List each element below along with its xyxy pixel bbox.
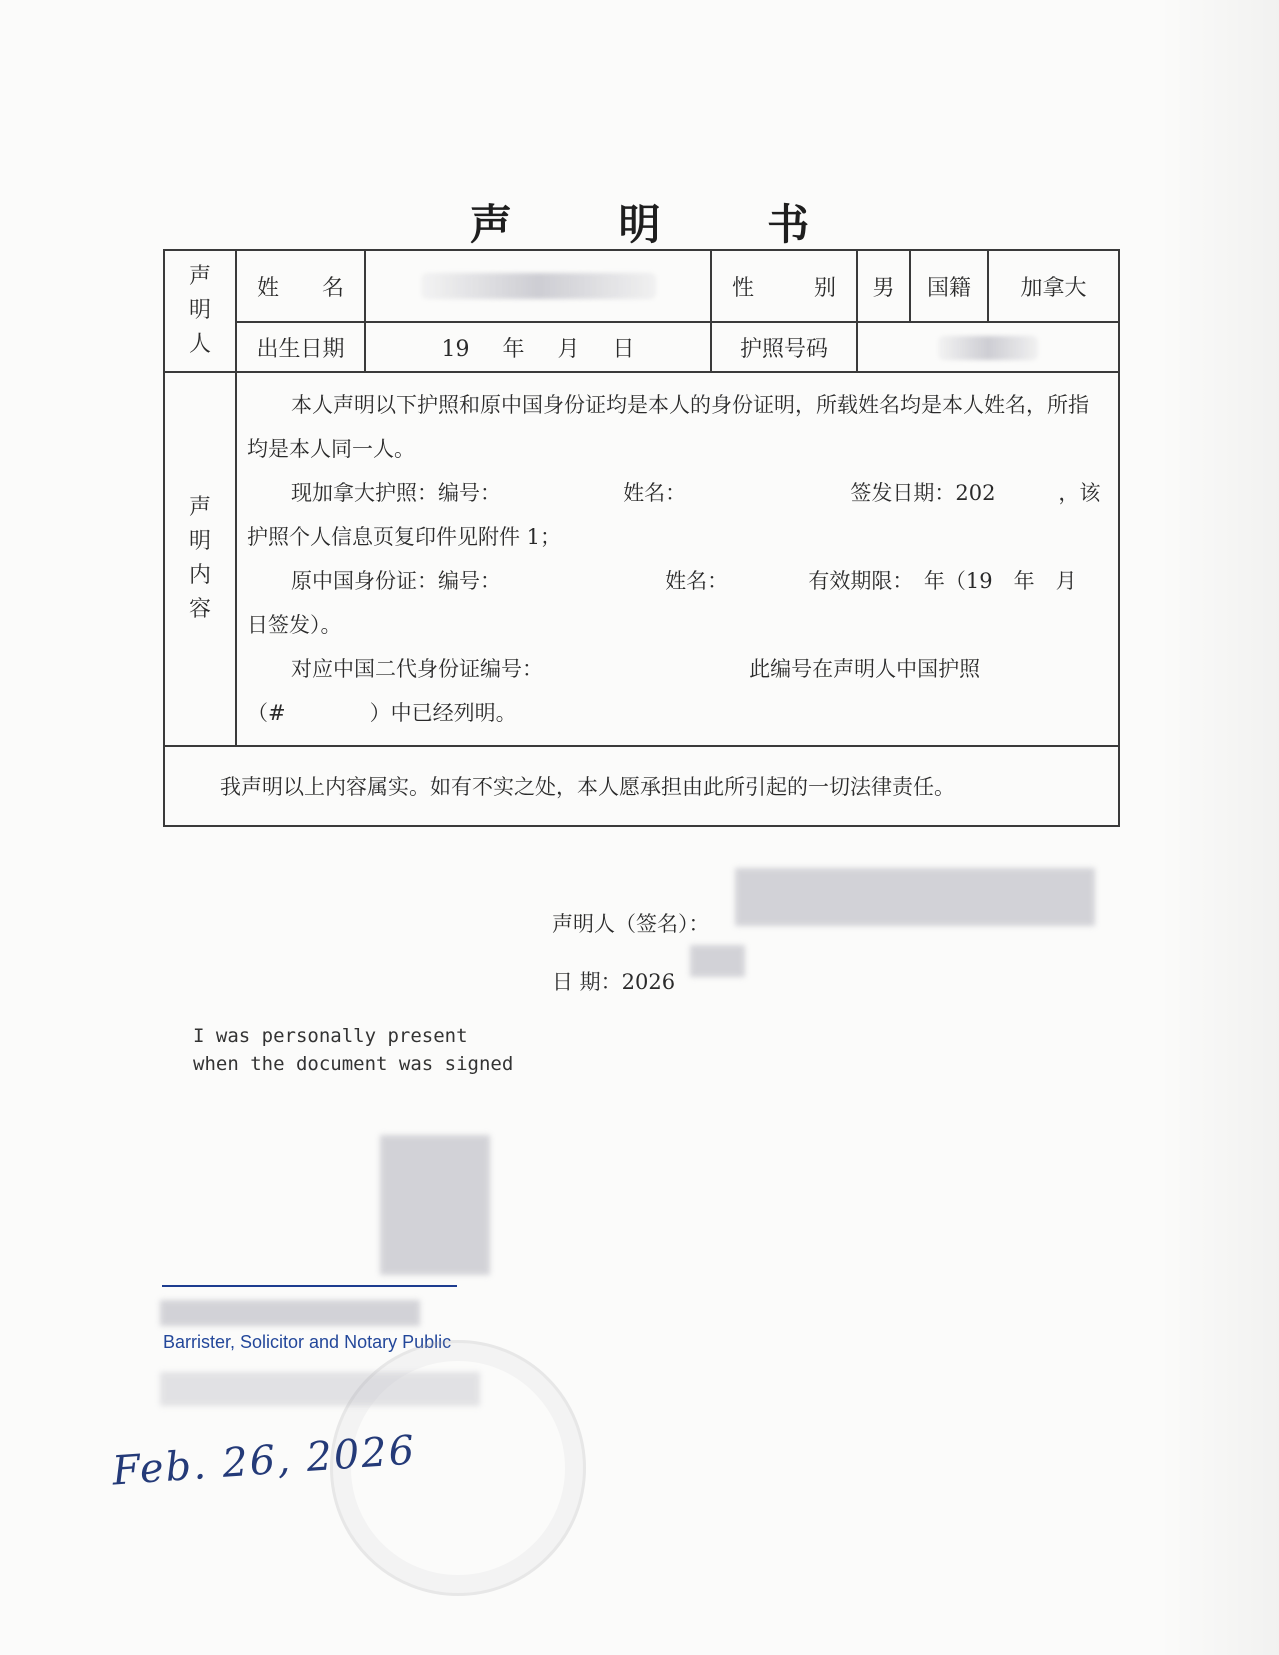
name-value-redacted [365,250,711,322]
notary-name-redaction [160,1300,420,1326]
notary-signature-line [162,1285,457,1287]
dob-label: 出生日期 [236,322,365,372]
redaction-blur [938,336,1038,360]
sign-date: 日 期：2026 [552,970,676,994]
content-paragraph: 现加拿大护照：编号： 姓名： 签发日期：202 ，该护照个人信息页复印件见附件 1； [247,481,1101,549]
passport-label: 护照号码 [711,322,857,372]
declaration-content [236,372,1119,746]
nationality-label: 国籍 [910,250,988,322]
content-paragraph: 对应中国二代身份证编号： 此编号在声明人中国护照（# ）中已经列明。 [247,657,981,725]
witness-note: I was personally present when the document was signed [193,1025,514,1075]
declarant-label: 声明人 [164,250,236,372]
signer-label: 声明人（签名）： [552,912,710,936]
name-label: 姓 名 [236,250,365,322]
document-title: 声 明 书 [469,200,856,249]
declaration-table [163,249,1120,827]
gender-label: 性 别 [711,250,857,322]
content-paragraph: 原中国身份证：编号： 姓名： 有效期限： 年（19 年 月 日签发）。 [247,569,1098,637]
handwritten-date: Feb. 26, 2026 [110,1427,418,1495]
date-redaction [690,945,745,977]
signature-block [552,895,710,1011]
notary-title: Barrister, Solicitor and Notary Public [163,1332,452,1352]
affirmation-statement: 我声明以上内容属实。如有不实之处，本人愿承担由此所引起的一切法律责任。 [164,746,1119,826]
dob-value: 19 年 月 日 [365,322,711,372]
content-paragraph: 本人声明以下护照和原中国身份证均是本人的身份证明，所载姓名均是本人姓名，所指均是本人同一人。 [247,393,1089,461]
gender-value: 男 [857,250,910,322]
content-label: 声明内容 [164,372,236,746]
notary-signature-redaction [380,1135,490,1275]
redaction-blur [421,273,656,299]
passport-value-redacted [857,322,1119,372]
signature-redaction [735,868,1095,926]
nationality-value: 加拿大 [988,250,1119,322]
